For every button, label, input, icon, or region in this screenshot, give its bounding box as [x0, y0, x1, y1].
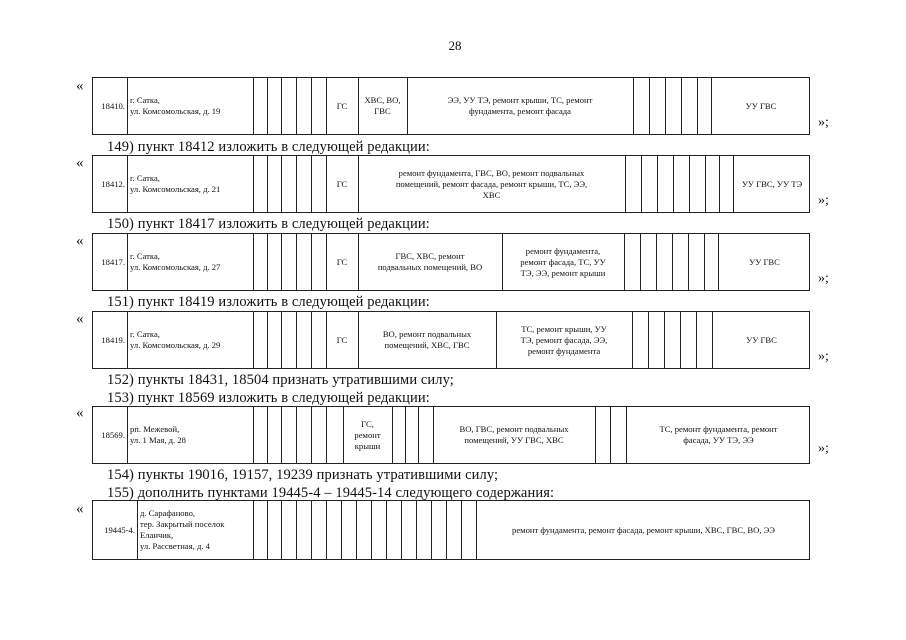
row-col-b: ТС, ремонт крыши, УУ ТЭ, ремонт фасада, ЭЭ, ремонт фундамента — [520, 323, 608, 356]
row-number: 18417. — [101, 256, 125, 267]
quote-open: « — [76, 405, 84, 421]
instruction-149: 149) пункт 18412 изложить в следующей редакции: — [107, 139, 430, 155]
table-row — [92, 311, 810, 369]
row-col-end: УУ ГВС, УУ ТЭ — [741, 178, 803, 189]
page-number: 28 — [448, 38, 462, 53]
instruction-151: 151) пункт 18419 изложить в следующей редакции: — [107, 294, 430, 310]
row-col-end: ТС, ремонт фундамента, ремонт фасада, УУ ТЭ, ЭЭ — [659, 424, 778, 445]
row-gs: ГС — [336, 178, 348, 189]
row-address: д. Сарафаново, тер. Закрытый поселок Еланчик, ул. Рассветная, д. 4 — [140, 508, 225, 551]
quote-open: « — [76, 155, 84, 171]
row-number: 18419. — [101, 334, 125, 345]
row-gs: ГС — [336, 100, 348, 111]
table-row — [92, 406, 810, 464]
row-col-a: ХВС, ВО, ГВС — [364, 95, 401, 116]
table-row — [92, 77, 810, 135]
quote-close: »; — [818, 441, 829, 456]
row-number: 18410. — [101, 100, 125, 111]
instruction-153: 153) пункт 18569 изложить в следующей редакции: — [107, 390, 430, 406]
row-number: 19445-4. — [104, 524, 135, 535]
table-row — [92, 155, 810, 213]
row-col-end: УУ ГВС — [749, 256, 780, 267]
row-col-a: ВО, ремонт подвальных помещений, ХВС, ГВС — [382, 329, 472, 350]
row-col-a: ремонт фундамента, ГВС, ВО, ремонт подвальных помещений, ремонт фасада, ремонт крыши, ТС, ЭЭ, ХВС — [395, 167, 588, 200]
quote-close: »; — [818, 349, 829, 364]
quote-close: »; — [818, 193, 829, 208]
row-number: 18412. — [101, 178, 125, 189]
row-number: 18569. — [101, 429, 125, 440]
quote-open: « — [76, 501, 84, 517]
row-gs: ГС, ремонт крыши — [354, 418, 381, 451]
quote-close: »; — [818, 115, 829, 130]
row-address: г. Сатка, ул. Комсомольская, д. 27 — [130, 251, 221, 272]
instruction-154: 154) пункты 19016, 19157, 19239 признать утратившими силу; — [107, 467, 499, 483]
row-address: г. Сатка, ул. Комсомольская, д. 21 — [130, 173, 221, 194]
row-col-end: ремонт фундамента, ремонт фасада, ремонт крыши, ХВС, ГВС, ВО, ЭЭ — [512, 524, 775, 535]
row-col-end: УУ ГВС — [746, 334, 777, 345]
row-col-b: ремонт фундамента, ремонт фасада, ТС, УУ ТЭ, ЭЭ, ремонт крыши — [520, 245, 606, 278]
row-gs: ГС — [336, 256, 348, 267]
row-address: г. Сатка, ул. Комсомольская, д. 29 — [130, 329, 221, 350]
row-gs: ГС — [336, 334, 348, 345]
quote-open: « — [76, 233, 84, 249]
quote-close: »; — [818, 271, 829, 286]
quote-open: « — [76, 78, 84, 94]
row-col-a: ГВС, ХВС, ремонт подвальных помещений, ВО — [377, 251, 483, 272]
row-address: рп. Межевой, ул. 1 Мая, д. 28 — [130, 424, 186, 445]
quote-open: « — [76, 311, 84, 327]
table-row — [92, 233, 810, 291]
row-address: г. Сатка, ул. Комсомольская, д. 19 — [130, 95, 221, 116]
row-col-a: ВО, ГВС, ремонт подвальных помещений, УУ ГВС, ХВС — [459, 424, 569, 445]
instruction-150: 150) пункт 18417 изложить в следующей редакции: — [107, 216, 430, 232]
table-row — [92, 500, 810, 560]
instruction-152: 152) пункты 18431, 18504 признать утратившими силу; — [107, 372, 454, 388]
row-col-b: ЭЭ, УУ ТЭ, ремонт крыши, ТС, ремонт фундамента, ремонт фасада — [447, 95, 593, 116]
row-col-end: УУ ГВС — [745, 100, 777, 111]
instruction-155: 155) дополнить пунктами 19445-4 – 19445-14 следующего содержания: — [107, 485, 555, 501]
